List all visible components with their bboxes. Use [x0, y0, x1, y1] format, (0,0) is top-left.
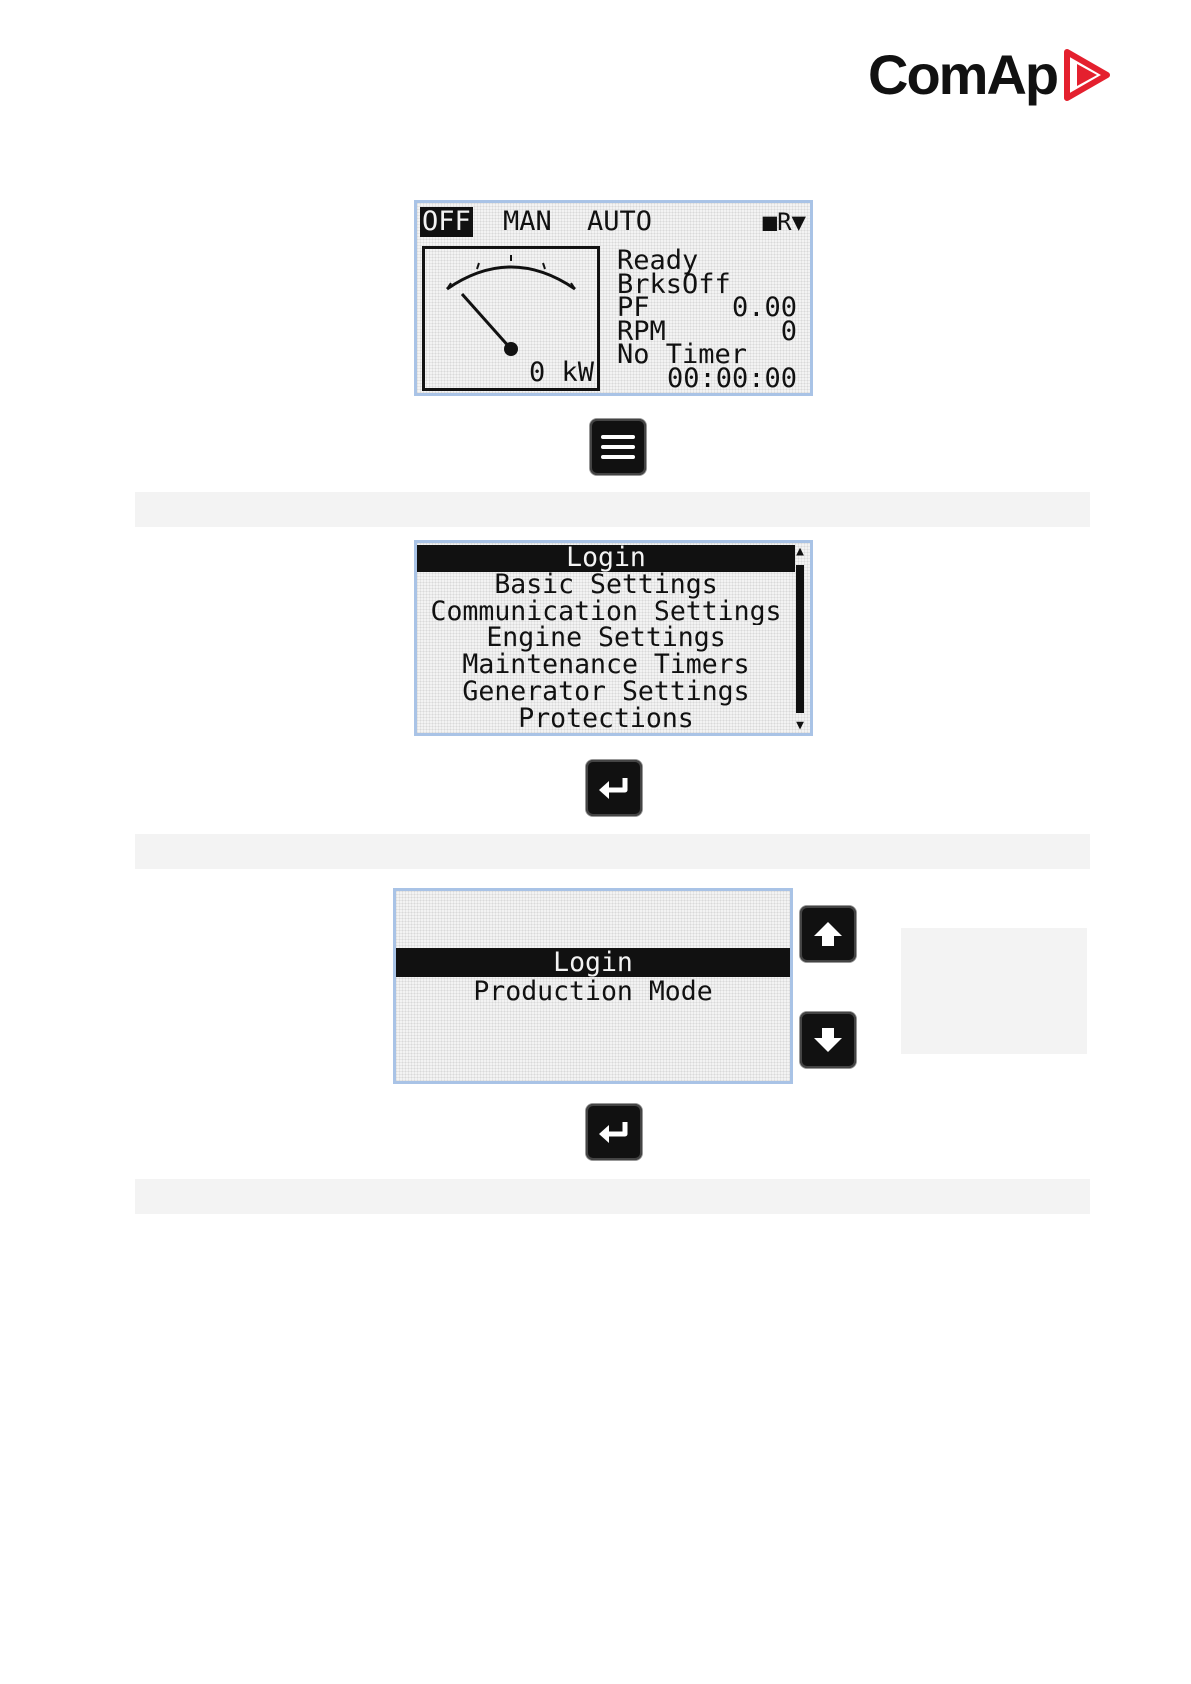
mode-tab-auto: AUTO	[587, 206, 653, 237]
menu-item-generator-settings[interactable]: Generator Settings	[462, 678, 750, 706]
scroll-thumb[interactable]	[796, 565, 804, 713]
menu-item-maintenance-timers[interactable]: Maintenance Timers	[462, 652, 750, 679]
side-panel	[901, 928, 1087, 1054]
separator-bar	[135, 1179, 1090, 1214]
menu-item-protections[interactable]: Protections	[518, 705, 694, 733]
status-info	[617, 245, 797, 394]
separator-bar	[135, 834, 1090, 869]
main-screen-display	[414, 200, 813, 396]
enter-icon	[597, 1120, 631, 1144]
info-line: 00:00:00	[666, 362, 797, 394]
gauge-value: 0 kW	[528, 357, 594, 388]
logo-text: ComAp	[868, 43, 1058, 106]
enter-button[interactable]	[586, 1104, 642, 1160]
arrow-up-icon	[813, 920, 843, 948]
login-item-login[interactable]: Login	[396, 948, 790, 977]
separator-bar	[135, 492, 1090, 527]
info-line: No Timer	[617, 339, 748, 370]
up-button[interactable]	[800, 906, 856, 962]
menu-item-basic-settings[interactable]: Basic Settings	[494, 571, 718, 599]
enter-button[interactable]	[586, 760, 642, 816]
status-icons: ■R▼	[762, 208, 806, 236]
comap-arrow-logo-icon	[1063, 48, 1111, 102]
login-list	[396, 948, 790, 1006]
scrollbar[interactable]	[793, 545, 807, 733]
info-line: BrksOff	[617, 268, 731, 300]
menu-item-login[interactable]: Login	[417, 545, 795, 572]
menu-item-communication-settings[interactable]: Communication Settings	[430, 598, 782, 626]
power-gauge	[422, 246, 600, 391]
menu-item-engine-settings[interactable]: Engine Settings	[486, 625, 726, 653]
mode-tab-man: MAN	[503, 206, 552, 237]
scroll-down-icon: ▼	[796, 718, 804, 733]
mode-tab-off: OFF	[422, 206, 471, 237]
down-button[interactable]	[800, 1012, 856, 1068]
info-line: Ready	[617, 245, 699, 276]
scroll-up-icon: ▲	[796, 544, 804, 559]
info-line: PF 0.00	[617, 292, 797, 323]
arrow-down-icon	[813, 1026, 843, 1054]
menu-button[interactable]	[590, 419, 646, 475]
comap-logo	[868, 40, 1111, 110]
menu-icon	[600, 433, 636, 461]
login-screen-display	[393, 888, 793, 1084]
info-line: RPM 0	[617, 315, 797, 347]
enter-icon	[597, 776, 631, 800]
login-item-production-mode[interactable]: Production Mode	[473, 976, 713, 1007]
menu-list	[417, 545, 795, 733]
menu-screen-display	[414, 540, 813, 736]
